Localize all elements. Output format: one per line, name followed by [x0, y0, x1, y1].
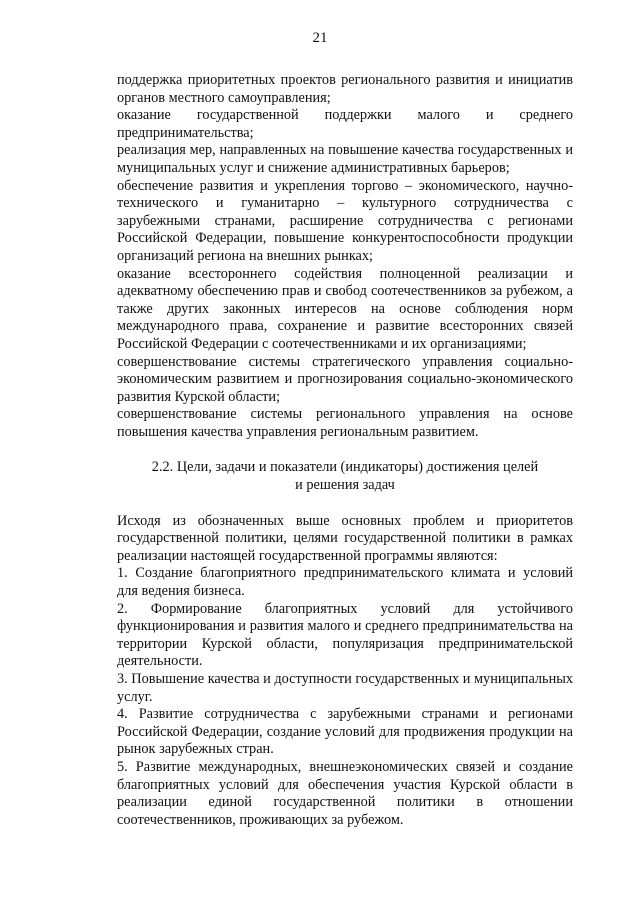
goal-item: 5. Развитие международных, внешнеэкономических связей и создание благоприятных условий для обеспечения участия Курской области в реализации единой государственной политики в отношении соотечественников, проживающих за рубежом. [117, 758, 573, 828]
list-item: поддержка приоритетных проектов регионального развития и инициатив органов местного самоуправления; [117, 72, 573, 106]
section-heading-line: и решения задач [295, 477, 395, 494]
list-item: оказание всестороннего содействия полноценной реализации и адекватному обеспечению прав и свобод соотечественников за рубежом, а также других законных интересов на основе соблюдения норм международного права, сохранение и развитие всесторонних связей Российской Федерации с соотечественниками и их организациями; [117, 265, 573, 352]
list-item: оказание государственной поддержки малого и среднего предпринимательства; [117, 107, 573, 141]
list-item: совершенствование системы стратегического управления социально-экономическим развитием и прогнозирования социально-экономического развития Курской области; [117, 353, 573, 405]
goal-item: 1. Создание благоприятного предпринимательского климата и условий для ведения бизнеса. [117, 565, 573, 600]
list-item: обеспечение развития и укрепления торгово – экономического, научно-технического и гуманитарно – культурного сотрудничества с зарубежными странами, расширение сотрудничества с регионами Российской Федерации, повышение конкурентоспособности продукции организаций региона на внешних рынках; [117, 177, 573, 264]
document-body [117, 72, 573, 829]
list-items [117, 72, 573, 441]
list-item: совершенствование системы регионального управления на основе повышения качества управления региональным развитием. [117, 406, 573, 440]
section-heading [117, 459, 573, 494]
intro-paragraph: Исходя из обозначенных выше основных проблем и приоритетов государственной политики, целями государственной политики в рамках реализации настоящей государственной программы являются: [117, 512, 573, 564]
page-number: 21 [312, 30, 328, 46]
goal-item: 2. Формирование благоприятных условий для устойчивого функционирования и развития малого и среднего предпринимательства на территории Курской области, популяризация предпринимательской деятельности. [117, 600, 573, 670]
goal-item: 4. Развитие сотрудничества с зарубежными странами и регионами Российской Федерации, создание условий для продвижения продукции на рынок зарубежных стран. [117, 706, 573, 758]
list-item: реализация мер, направленных на повышение качества государственных и муниципальных услуг и снижение административных барьеров; [117, 142, 573, 176]
goals-list [117, 565, 573, 829]
goal-item: 3. Повышение качества и доступности государственных и муниципальных услуг. [117, 671, 573, 705]
section-heading-line: 2.2. Цели, задачи и показатели (индикаторы) достижения целей [151, 459, 539, 476]
